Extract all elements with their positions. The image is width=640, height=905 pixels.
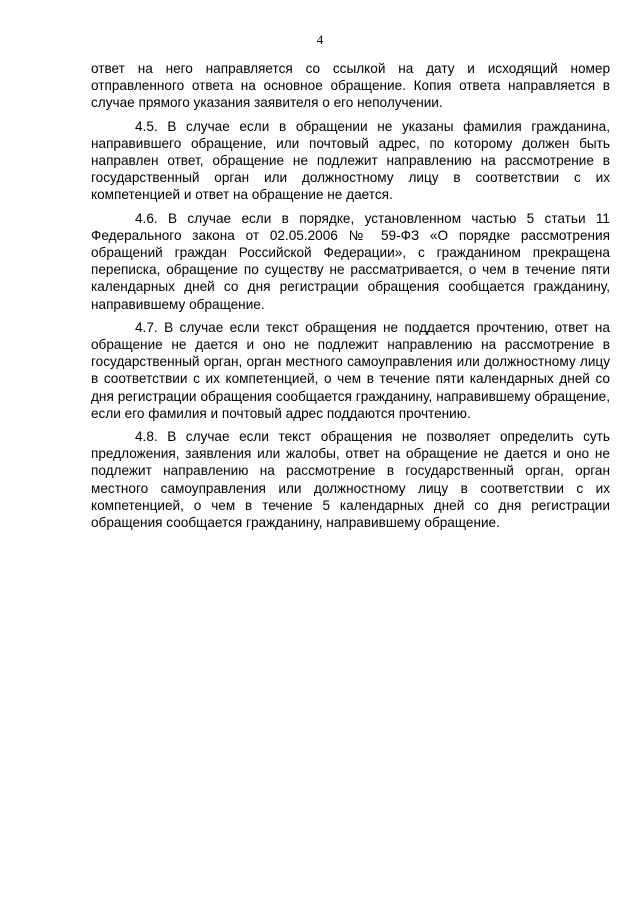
paragraph-4-6: 4.6. В случае если в порядке, установленном частью 5 статьи 11 Федерального закона от 02.05.2006 № 59-ФЗ «О порядке рассмотрения обращений граждан Российской Федерации», с гражданином прекращена переписка, обращение по существу не рассматривается, о чем в течение пяти календарных дней со дня регистрации обращения сообщается гражданину, направившему обращение. bbox=[91, 210, 610, 312]
paragraph-continuation: ответ на него направляется со ссылкой на дату и исходящий номер отправленного ответа на основное обращение. Копия ответа направляется в случае прямого указания заявителя о его неполучении. bbox=[91, 61, 610, 111]
paragraph-4-8: 4.8. В случае если текст обращения не позволяет определить суть предложения, заявления или жалобы, ответ на обращение не дается и оно не подлежит направлению на рассмотрение в государственный орган, орган местного самоуправления или должностному лицу в соответствии с их компетенцией, о чем в течение 5 календарных дней со дня регистрации обращения сообщается гражданину, направившему обращение. bbox=[91, 429, 610, 531]
page-number: 4 bbox=[316, 32, 324, 47]
paragraph-4-5: 4.5. В случае если в обращении не указаны фамилия гражданина, направившего обращение, или почтовый адрес, по которому должен быть направлен ответ, обращение не подлежит направлению на рассмотрение в государственный орган или должностному лицу в соответствии с их компетенцией и ответ на обращение не дается. bbox=[91, 118, 610, 203]
paragraph-4-7: 4.7. В случае если текст обращения не поддается прочтению, ответ на обращение не дается и оно не подлежит направлению на рассмотрение в государственный орган, орган местного самоуправления или должностному лицу в соответствии с их компетенцией, о чем в течение пяти календарных дней со дня регистрации обращения сообщается гражданину, направившему обращение, если его фамилия и почтовый адрес поддаются прочтению. bbox=[91, 319, 610, 421]
document-body bbox=[91, 60, 610, 537]
